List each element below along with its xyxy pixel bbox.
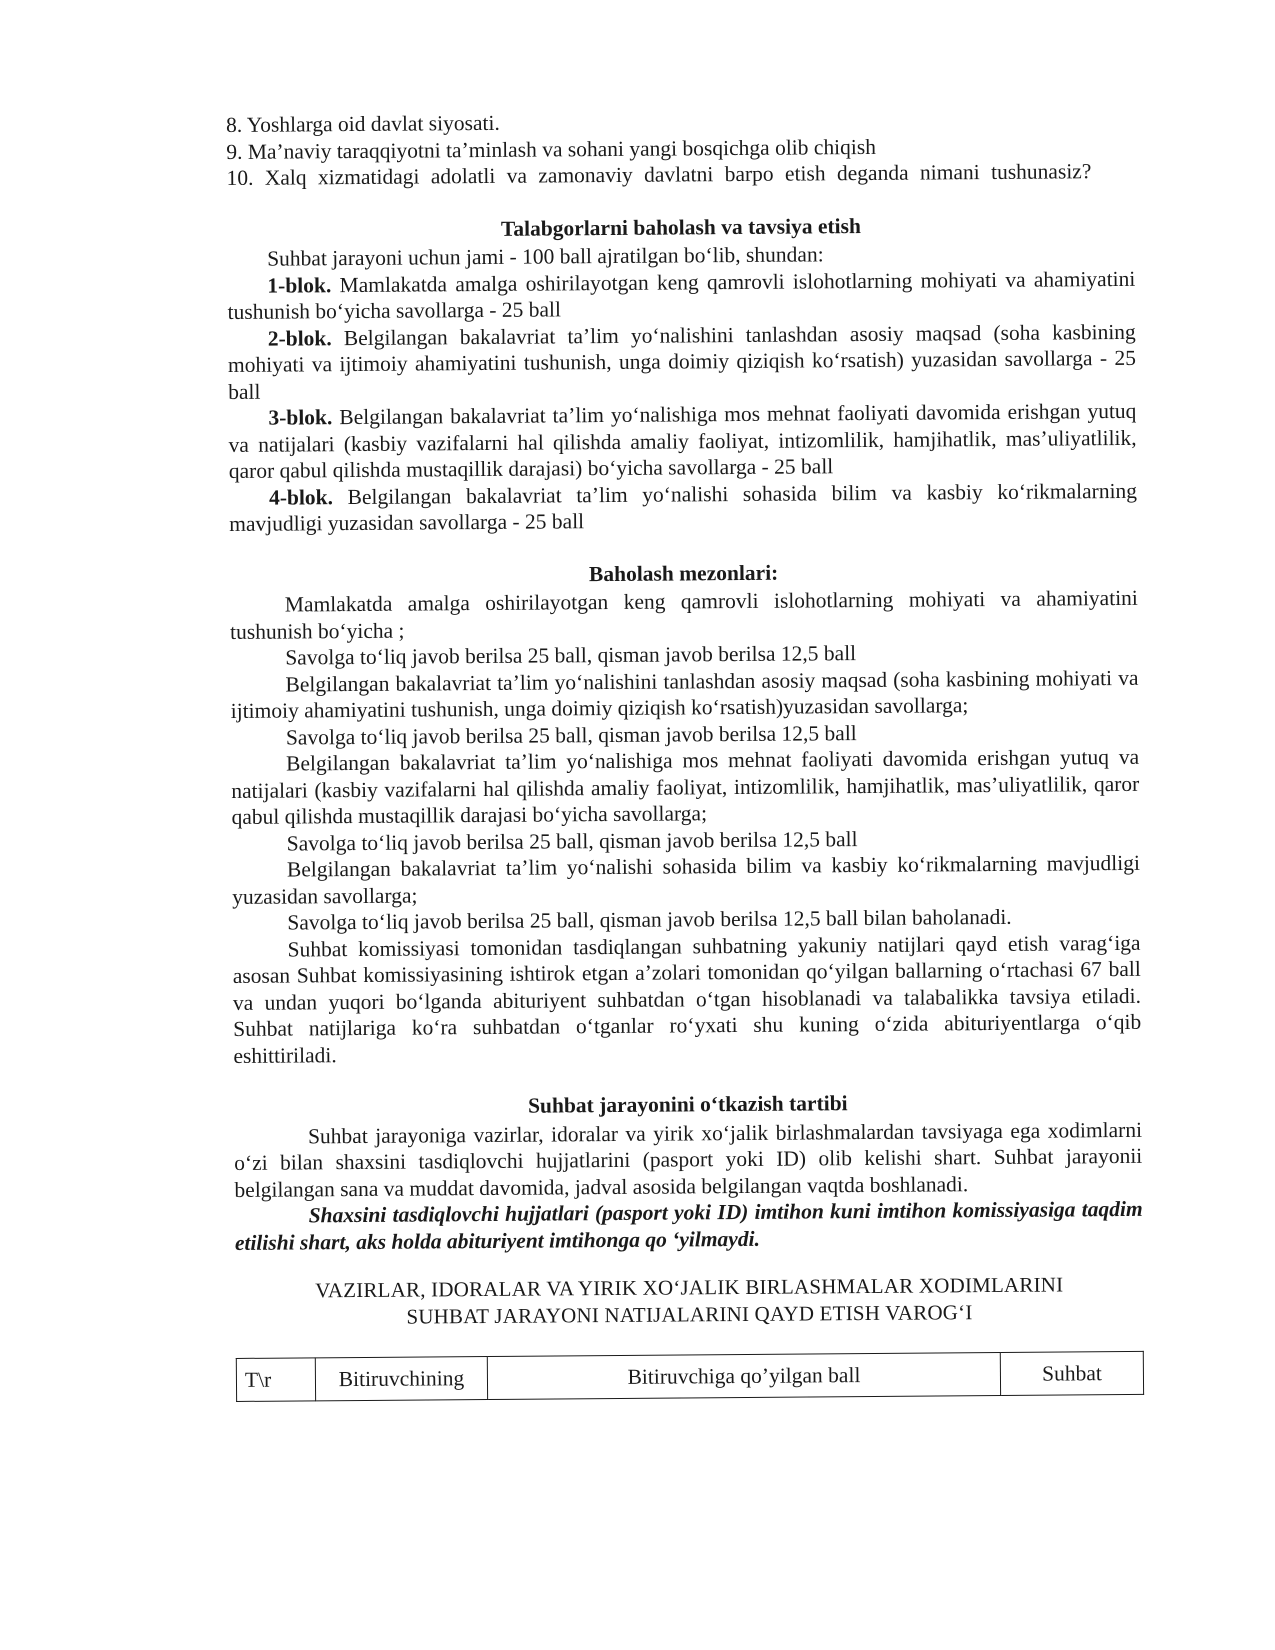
criteria-paragraph: Savolga to‘liq javob berilsa 25 ball, qisman javob berilsa 12,5 ball — [285, 720, 857, 750]
question-item: 8. Yoshlarga oid davlat siyosati. — [226, 110, 500, 137]
criteria-paragraph: Belgilangan bakalavriat ta’lim yo‘nalishi sohasida bilim va kasbiy ko‘rikmalarning mavjudligi yuzasidan savollarga; — [232, 850, 1141, 909]
block-label: 2-blok. — [267, 325, 332, 351]
criteria-paragraph: Savolga to‘liq javob berilsa 25 ball, qisman javob berilsa 12,5 ball — [285, 641, 857, 670]
section-heading-procedure: Suhbat jarayonini o‘tkazish tartibi — [527, 1091, 848, 1118]
document-page — [226, 105, 1144, 1402]
column-header: Bitiruvchiga qo’yilgan ball — [487, 1352, 1000, 1399]
section-heading-criteria: Baholash mezonlari: — [588, 560, 779, 586]
section-intro: Suhbat jarayoni uchun jami - 100 ball ajratilgan bo‘lib, shundan: — [267, 242, 824, 271]
block-label: 3-blok. — [268, 405, 333, 430]
block-paragraph — [228, 318, 1137, 405]
column-header: Suhbat — [1000, 1351, 1143, 1395]
block-text: Belgilangan bakalavriat ta’lim yo‘nalishini tanlashdan asosiy maqsad (soha kasbining mohiyati va ijtimoiy ahamiyatini tushunish, unga doimiy qiziqish ko‘rsatish) yuzasidan savollarga - 25 ball — [227, 319, 1137, 404]
sheet-title-line: SUHBAT JARAYONI NATIJALARINI QAYD ETISH VAROG‘I — [406, 1300, 973, 1329]
criteria-paragraph: Belgilangan bakalavriat ta’lim yo‘nalishini tanlashdan asosiy maqsad (soha kasbining mohiyati va ijtimoiy ahamiyatini tushunish, unga doimiy qiziqish ko‘rsatish)yuzasidan savollarga; — [230, 665, 1139, 723]
question-item: 9. Ma’naviy taraqqiyotni ta’minlash va sohani yangi bosqichga olib chiqish — [226, 134, 877, 164]
column-header: T\r — [236, 1358, 315, 1402]
sheet-title-line: VAZIRLAR, IDORALAR VA YIRIK XO‘JALIK BIRLASHMALAR XODIMLARINI — [315, 1272, 1064, 1303]
column-header: Bitiruvchining — [315, 1356, 487, 1400]
block-paragraph — [229, 477, 1137, 537]
results-table — [236, 1351, 1144, 1402]
criteria-paragraph: Suhbat komissiyasi tomonidan tasdiqlangan suhbatning yakuniy natijlari qayd etish varag‘iga asosan Suhbat komissiyasining ishtirok etgan a’zolari tomonidan qo‘yilgan ballarning o‘rtachasi 67 ball va undan yuqori bo‘lganda abituriyent suhbatdan o‘tgan hisoblanadi va talabalikka tavsiya etiladi. Suhbat natijlariga ko‘ra suhbatdan o‘tganlar ro‘yxati shu kuning o‘zida abituriyentlarga o‘qib eshittiriladi. — [232, 930, 1142, 1068]
criteria-paragraph: Savolga to‘liq javob berilsa 25 ball, qisman javob berilsa 12,5 ball bilan baholanadi. — [287, 904, 1012, 935]
criteria-paragraph: Belgilangan bakalavriat ta’lim yo‘nalishiga mos mehnat faoliyati davomida erishgan yutuq va natijalari (kasbiy vazifalarni hal qilishda amaliy faoliyat, intizomlilik, hamjihatlik, mas’uliyatlilik, qaror qabul qilishda mustaqillik darajasi bo‘yicha savollarga; — [231, 744, 1140, 829]
block-label: 4-blok. — [268, 484, 334, 510]
block-text: Belgilangan bakalavriat ta’lim yo‘nalishi sohasida bilim va kasbiy ko‘rikmalarning mavjudligi yuzasidan savollarga - 25 ball — [229, 478, 1138, 536]
block-text: Mamlakatda amalga oshirilayotgan keng qamrovli islohotlarning mohiyati va ahamiyatini tushunish bo‘yicha savollarga - 25 ball — [227, 266, 1136, 324]
section-heading-evaluation: Talabgorlarni baholash va tavsiya etish — [500, 213, 862, 241]
procedure-paragraph: Suhbat jarayoniga vazirlar, idoralar va yirik xo‘jalik birlashmalardan tavsiyaga ega xodimlarni o‘zi bilan shaxsini tasdiqlovchi hujjatlarini (pasport yoki ID) olib kelishi shart. Suhbat jarayonii belgilangan sana va muddat davomida, jadval asosida belgilangan vaqtda boshlanadi. — [234, 1117, 1143, 1202]
block-paragraph — [227, 265, 1135, 325]
question-item: 10. Xalq xizmatidagi adolatli va zamonaviy davlatni barpo etish deganda nimani tushunasiz? — [226, 159, 1092, 190]
table-header-row — [236, 1351, 1143, 1401]
procedure-note: Shaxsini tasdiqlovchi hujjatlari (pasport yoki ID) imtihon kuni imtihon komissiyasiga taqdim etilishi shart, aks holda abituriyent imtihonga qo ‘yilmaydi. — [234, 1196, 1143, 1255]
block-paragraph — [228, 398, 1137, 485]
block-label: 1-blok. — [267, 272, 332, 298]
block-text: Belgilangan bakalavriat ta’lim yo‘nalishiga mos mehnat faoliyati davomida erishgan yutuq va natijalari (kasbiy vazifalarni hal qilishda amaliy faoliyat, intizomlilik, hamjihatlik, mas’uliyatlilik, qaror qabul qilishda mustaqillik darajasi) bo‘yicha savollarga - 25 ball — [228, 398, 1137, 483]
criteria-paragraph: Mamlakatda amalga oshirilayotgan keng qamrovli islohotlarning mohiyati va ahamiyatini tushunish bo‘yicha ; — [229, 585, 1138, 644]
sheet-title — [235, 1271, 1143, 1332]
criteria-paragraph: Savolga to‘liq javob berilsa 25 ball, qisman javob berilsa 12,5 ball — [286, 826, 858, 856]
